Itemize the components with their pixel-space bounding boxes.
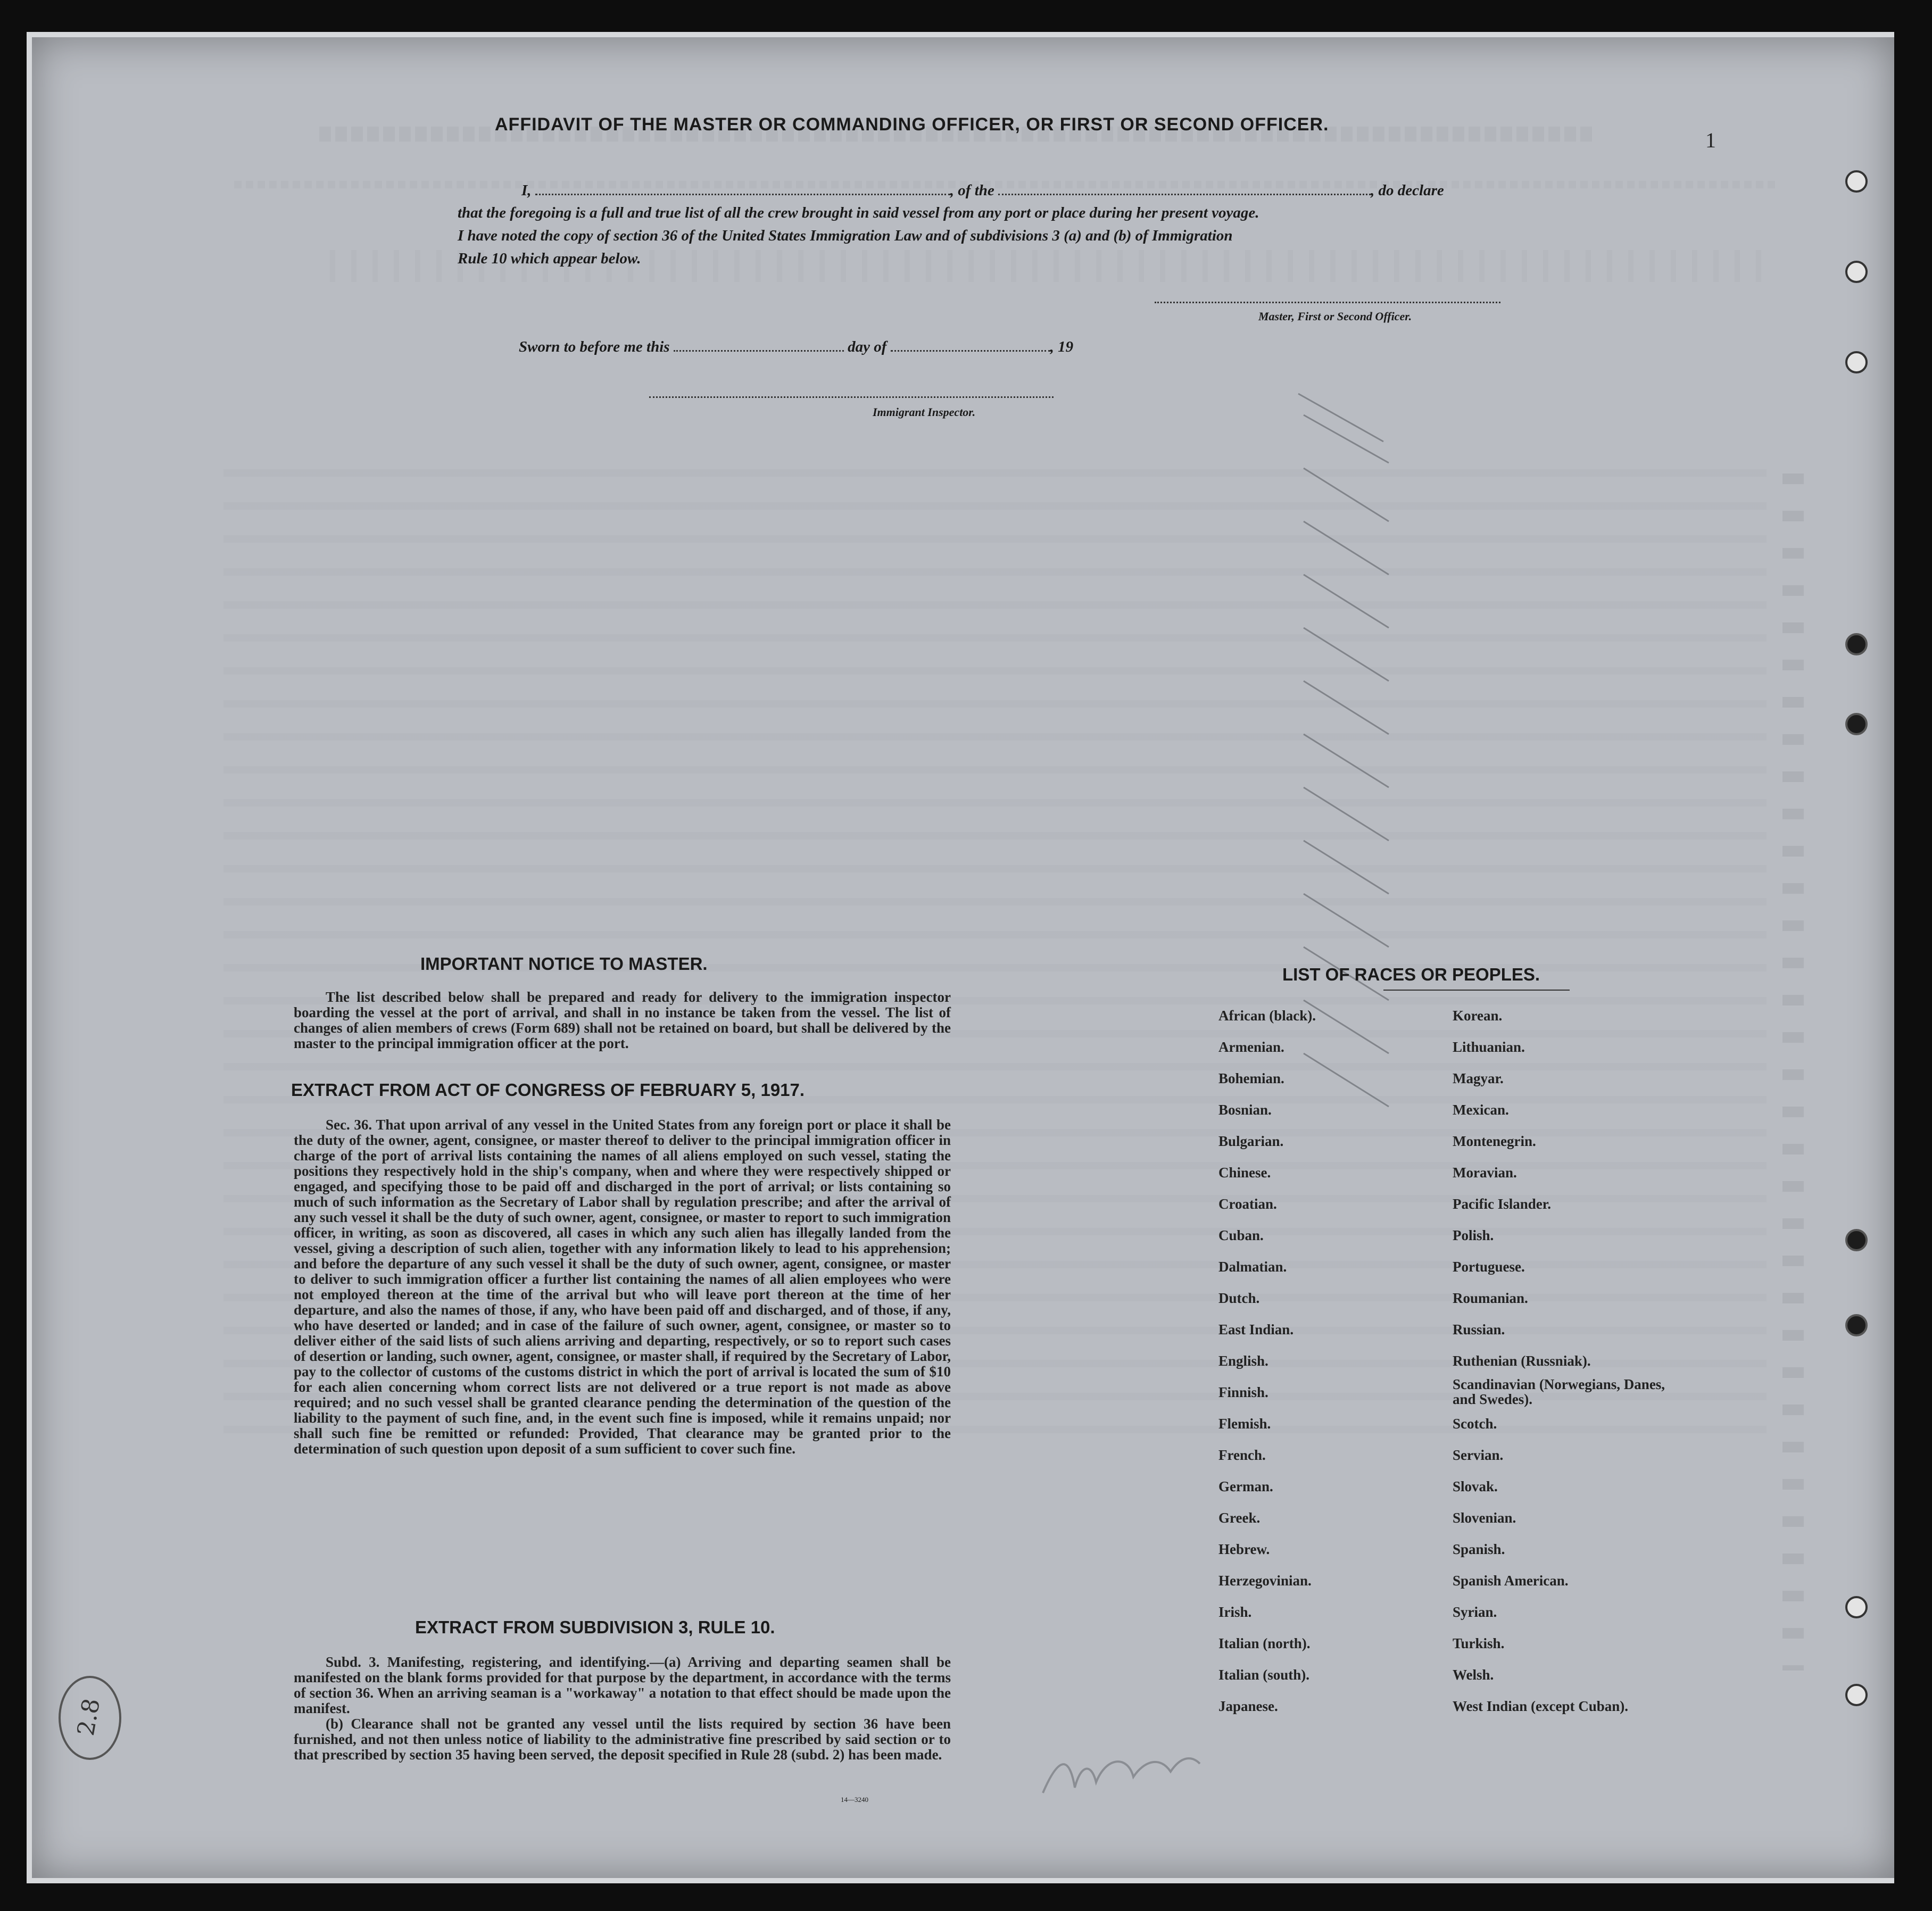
- race-item: Pacific Islander.: [1453, 1196, 1551, 1212]
- name-blank: [535, 190, 950, 195]
- race-item: Turkish.: [1453, 1635, 1505, 1651]
- binder-hole-icon: [1845, 1684, 1868, 1706]
- affidavit-line-1: [521, 180, 1444, 201]
- race-item: Mexican.: [1453, 1102, 1509, 1118]
- manifest-page: [32, 37, 1894, 1878]
- binder-hole-icon: [1845, 1314, 1868, 1336]
- master-signature-line: [1155, 302, 1500, 303]
- races-title: LIST OF RACES OR PEOPLES.: [1282, 965, 1540, 984]
- race-item: Syrian.: [1453, 1604, 1497, 1620]
- year-label: , 19: [1050, 338, 1074, 355]
- race-item: Portuguese.: [1453, 1259, 1525, 1275]
- extract1-body: [294, 1117, 951, 1457]
- race-item: Croatian.: [1218, 1196, 1277, 1212]
- binder-hole-icon: [1845, 1596, 1868, 1618]
- month-blank: [891, 347, 1050, 352]
- extract2-text-a: Subd. 3. Manifesting, registering, and identifying.—(a) Arriving and departing seamen shall be manifested on the blank forms provided for that purpose by the department, in accordance with the terms of section 36. When an arriving seaman is a "workaway" a notation to that effect should be made upon the manifest.: [294, 1654, 951, 1716]
- affidavit-i-label: I,: [521, 182, 532, 199]
- circled-annotation-text: 2.8: [72, 1696, 106, 1738]
- signature-scrawl: [1038, 1734, 1208, 1814]
- race-item: Scandinavian (Norwegians, Danes, and Swedes).: [1453, 1376, 1665, 1407]
- affidavit-declare-label: , do declare: [1371, 182, 1444, 199]
- binder-hole-icon: [1845, 170, 1868, 193]
- race-item: Montenegrin.: [1453, 1133, 1536, 1149]
- race-item: Moravian.: [1453, 1165, 1517, 1181]
- race-item: Russian.: [1453, 1322, 1505, 1337]
- race-item: Magyar.: [1453, 1070, 1504, 1086]
- extract1-title: EXTRACT FROM ACT OF CONGRESS OF FEBRUARY 5, 1917.: [291, 1080, 805, 1100]
- notice-body: [294, 990, 951, 1051]
- binder-hole-icon: [1845, 261, 1868, 283]
- race-item: Spanish.: [1453, 1541, 1505, 1557]
- inspector-signature-line: [649, 396, 1054, 398]
- race-item: West Indian (except Cuban).: [1453, 1698, 1629, 1714]
- race-item: Armenian.: [1218, 1039, 1284, 1055]
- binder-hole-icon: [1845, 633, 1868, 655]
- race-item: Dalmatian.: [1218, 1259, 1287, 1275]
- race-item: Dutch.: [1218, 1290, 1260, 1306]
- race-item: Welsh.: [1453, 1667, 1494, 1683]
- race-item: Italian (south).: [1218, 1667, 1310, 1683]
- race-item: Slovenian.: [1453, 1510, 1516, 1526]
- notice-text: The list described below shall be prepared and ready for delivery to the immigration inspector boarding the vessel at the port of arrival, and shall in no instance be taken from the vessel. The list of changes of alien members of crews (Form 689) shall not be retained on board, but shall be delivered by the master to the principal immigration officer at the port.: [294, 989, 951, 1051]
- extract2-body: [294, 1655, 951, 1763]
- race-item: Italian (north).: [1218, 1635, 1311, 1651]
- race-item: Roumanian.: [1453, 1290, 1528, 1306]
- vessel-blank: [998, 190, 1371, 195]
- race-item: Slovak.: [1453, 1478, 1498, 1494]
- notice-title: IMPORTANT NOTICE TO MASTER.: [420, 954, 708, 974]
- extract2-text-b: (b) Clearance shall not be granted any vessel until the lists required by section 36 have been furnished, and not then unless notice of liability to the administrative fine prescribed by said section or to that prescribed by section 35 having been served, the deposit specified in Rule 28 (subd. 2) has been made.: [294, 1716, 951, 1763]
- race-item: African (black).: [1218, 1008, 1316, 1024]
- races-column-2: [1453, 1000, 1676, 1722]
- race-item: Scotch.: [1453, 1416, 1497, 1432]
- race-item: Bosnian.: [1218, 1102, 1272, 1118]
- races-title-underline: [1383, 990, 1570, 991]
- sworn-label: Sworn to before me this: [519, 338, 670, 355]
- affidavit-line-4: Rule 10 which appear below.: [458, 250, 641, 267]
- race-item: Finnish.: [1218, 1384, 1268, 1400]
- affidavit-title: AFFIDAVIT OF THE MASTER OR COMMANDING OFFICER, OR FIRST OR SECOND OFFICER.: [495, 114, 1329, 135]
- race-item: Greek.: [1218, 1510, 1261, 1526]
- race-item: Cuban.: [1218, 1227, 1264, 1243]
- inspector-signature-label: Immigrant Inspector.: [873, 405, 976, 419]
- race-item: Spanish American.: [1453, 1573, 1569, 1589]
- race-item: Flemish.: [1218, 1416, 1271, 1432]
- top-right-mark: 1: [1705, 128, 1716, 152]
- form-number: 14—3240: [841, 1796, 868, 1804]
- race-item: Chinese.: [1218, 1165, 1271, 1181]
- race-item: Japanese.: [1218, 1698, 1278, 1714]
- extract1-text: Sec. 36. That upon arrival of any vessel in the United States from any foreign port or place it shall be the duty of the owner, agent, consignee, or master thereof to deliver to the principal immigration officer in charge of the port of arrival lists containing the names of all aliens employed on such vessel, stating the positions they respectively hold in the ship's company, when and where they were respectively shipped or engaged, and specifying those to be paid off and discharged in the port of arrival; or lists containing so much of such information as the Secretary of Labor shall by regulation prescribe; and after the arrival of any such vessel it shall be the duty of such owner, agent, consignee, or master to report to such immigration officer, in writing, as soon as discovered, all cases in which any such alien has illegally landed from the vessel, giving a description of such alien, together with any information likely to lead to his apprehension; and before the departure of any such vessel it shall be the duty of such owner, agent, consignee, or master to deliver to such immigration officer a further list containing the names of all alien employees who were not employed thereon at the time of the arrival but who will leave port thereon at the time of her departure, and also the names of those, if any, who have been paid off and discharged, and of those, if any, who have deserted or landed; and in case of the failure of such owner, agent, consignee, or master so to deliver either of the said lists of such aliens arriving and departing, respectively, or so to report such cases of desertion or landing, such owner, agent, consignee, or master shall, if required by the Secretary of Labor, pay to the collector of customs of the customs district in which the port of arrival is located the sum of $10 for each alien concerning whom correct lists are not delivered or a true report is not made as above required; and no such vessel shall be granted clearance pending the determination of the question of the liability to the payment of such fine, and, in the event such fine is imposed, while it remains unpaid; nor shall such fine be remitted or refunded: Provided, That clearance may be granted prior to the determination of such question upon deposit of a sum sufficient to cover such fine.: [294, 1117, 951, 1457]
- race-item: Hebrew.: [1218, 1541, 1270, 1557]
- race-item: Ruthenian (Russniak).: [1453, 1353, 1591, 1369]
- master-signature-label: Master, First or Second Officer.: [1258, 310, 1412, 323]
- extract2-title: EXTRACT FROM SUBDIVISION 3, RULE 10.: [415, 1617, 775, 1637]
- race-item: Irish.: [1218, 1604, 1252, 1620]
- race-item: Korean.: [1453, 1008, 1503, 1024]
- race-item: East Indian.: [1218, 1322, 1294, 1337]
- binder-hole-icon: [1845, 713, 1868, 735]
- race-item: Bohemian.: [1218, 1070, 1284, 1086]
- binder-hole-icon: [1845, 351, 1868, 373]
- affidavit-line-2: that the foregoing is a full and true list of all the crew brought in said vessel from any port or place during her present voyage.: [458, 204, 1259, 221]
- races-column-1: [1218, 1000, 1316, 1722]
- sworn-line: [519, 336, 1073, 358]
- race-item: Herzegovinian.: [1218, 1573, 1312, 1589]
- race-item: French.: [1218, 1447, 1266, 1463]
- binder-hole-icon: [1845, 1229, 1868, 1251]
- circled-annotation: [59, 1676, 121, 1760]
- affidavit-of-the-label: , of the: [950, 182, 994, 199]
- day-of-label: day of: [848, 338, 887, 355]
- race-item: German.: [1218, 1478, 1273, 1494]
- race-item: Servian.: [1453, 1447, 1504, 1463]
- race-item: English.: [1218, 1353, 1268, 1369]
- race-item: Polish.: [1453, 1227, 1494, 1243]
- day-blank: [674, 347, 844, 352]
- race-item: Bulgarian.: [1218, 1133, 1284, 1149]
- race-item: Lithuanian.: [1453, 1039, 1525, 1055]
- affidavit-line-3: I have noted the copy of section 36 of the United States Immigration Law and of subdivisions 3 (a) and (b) of Immigration: [458, 227, 1233, 244]
